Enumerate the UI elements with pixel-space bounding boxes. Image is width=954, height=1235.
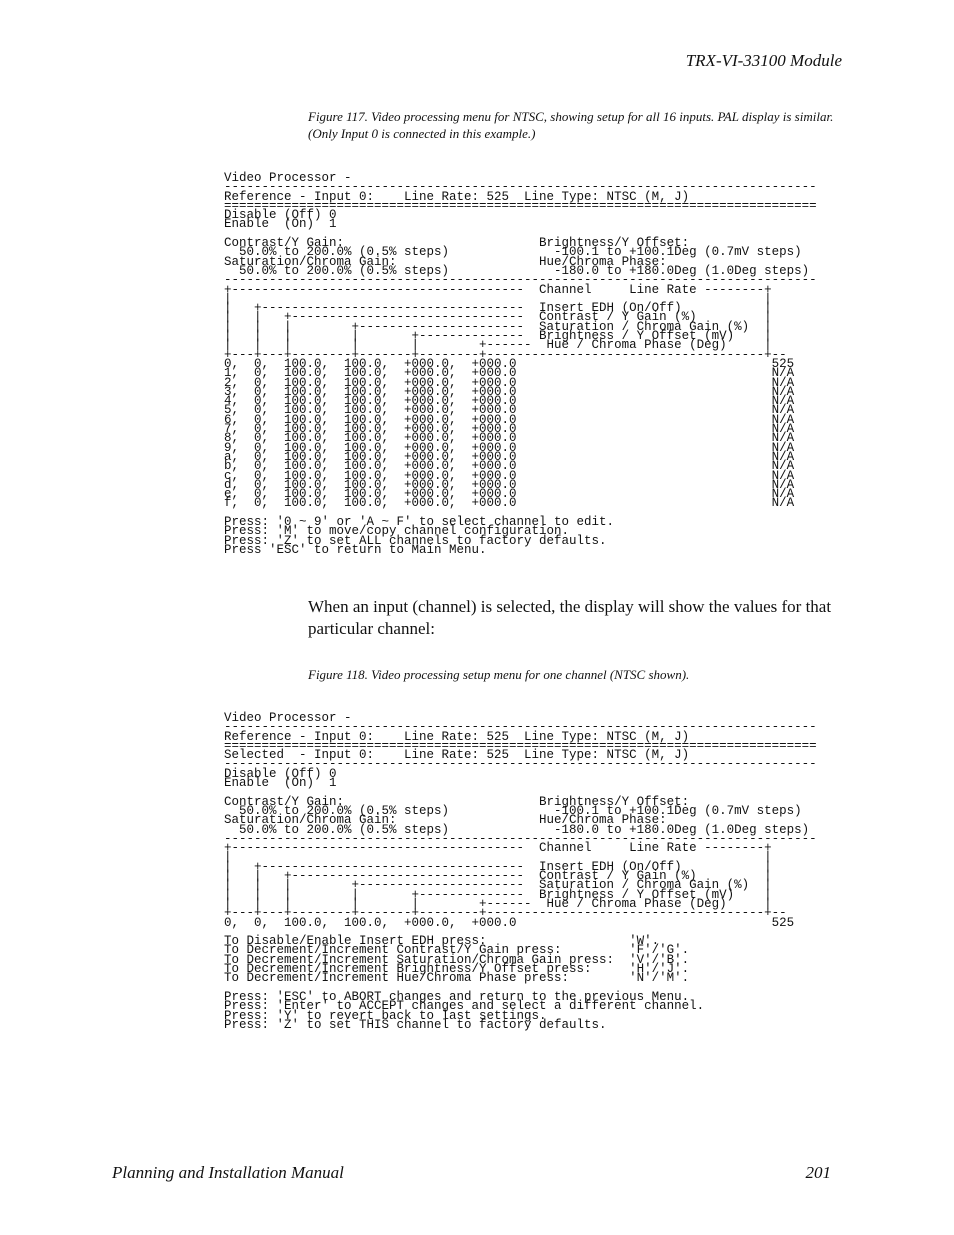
- body-paragraph: When an input (channel) is selected, the display will show the values for that particular channel:: [308, 597, 832, 638]
- figure-118-caption: Figure 118. Video processing setup menu for one channel (NTSC shown).: [308, 667, 690, 682]
- footer-manual-title: Planning and Installation Manual: [112, 1163, 344, 1182]
- footer-page-number: 201: [805, 1163, 831, 1182]
- video-processor-menu-all-channels: Video Processor - ------------------------------------------------------------------------------- Reference - Input 0: Line Rate: 525 Line Type: NTSC (M, J) =============================================================================== Disable (Off) 0 Enable (On) 1 Contrast/Y Gain: Brightness/Y Offset: 50.0% to 200.0% (0.5% steps) -100.1 to +100.1Deg (0.7mV steps) Saturation/Chroma Gain: Hue/Chroma Phase: 50.0% to 200.0% (0.5% steps) -180.0 to +180.0Deg (1.0Deg steps) ------------------------------------------------------------------------------- +--------------------------------------- Channel Line Rate --------+ | | | +----------------------------------- Insert EDH (On/Off) | | | +------------------------------- Contrast / Y Gain (%) | | | | +---------------------- Saturation / Chroma Gain (%) | | | | | +-------------- Brightness / Y Offset (mV) | | | | | | +------ Hue / Chroma Phase (Deg) | +---+---+--------+-------+--------+-------------------------------------+-- 0, 0, 100.0, 100.0, +000.0, +000.0 525 1, 0, 100.0, 100.0, +000.0, +000.0 N/A 2, 0, 100.0, 100.0, +000.0, +000.0 N/A 3, 0, 100.0, 100.0, +000.0, +000.0 N/A 4, 0, 100.0, 100.0, +000.0, +000.0 N/A 5, 0, 100.0, 100.0, +000.0, +000.0 N/A 6, 0, 100.0, 100.0, +000.0, +000.0 N/A 7, 0, 100.0, 100.0, +000.0, +000.0 N/A 8, 0, 100.0, 100.0, +000.0, +000.0 N/A 9, 0, 100.0, 100.0, +000.0, +000.0 N/A a, 0, 100.0, 100.0, +000.0, +000.0 N/A b, 0, 100.0, 100.0, +000.0, +000.0 N/A c, 0, 100.0, 100.0, +000.0, +000.0 N/A d, 0, 100.0, 100.0, +000.0, +000.0 N/A e, 0, 100.0, 100.0, +000.0, +000.0 N/A f, 0, 100.0, 100.0, +000.0, +000.0 N/A Press: '0 ~ 9' or 'A ~ F' to select channel to edit. Press: 'M' to move/copy channel configuration. Press: 'Z' to set ALL channels to factory defaults. Press 'ESC' to return to Main Menu.: [224, 171, 817, 557]
- video-processor-menu-single-channel: Video Processor - ------------------------------------------------------------------------------- Reference - Input 0: Line Rate: 525 Line Type: NTSC (M, J) =============================================================================== Selected - Input 0: Line Rate: 525 Line Type: NTSC (M, J) ------------------------------------------------------------------------------- Disable (Off) 0 Enable (On) 1 Contrast/Y Gain: Brightness/Y Offset: 50.0% to 200.0% (0.5% steps) -100.1 to +100.1Deg (0.7mV steps) Saturation/Chroma Gain: Hue/Chroma Phase: 50.0% to 200.0% (0.5% steps) -180.0 to +180.0Deg (1.0Deg steps) ------------------------------------------------------------------------------- +--------------------------------------- Channel Line Rate --------+ | | | +----------------------------------- Insert EDH (On/Off) | | | +------------------------------- Contrast / Y Gain (%) | | | | +---------------------- Saturation / Chroma Gain (%) | | | | | +-------------- Brightness / Y Offset (mV) | | | | | | +------ Hue / Chroma Phase (Deg) | +---+---+--------+-------+--------+-------------------------------------+-- 0, 0, 100.0, 100.0, +000.0, +000.0 525 To Disable/Enable Insert EDH press: 'W'. To Decrement/Increment Contrast/Y Gain press: 'F'/'G'. To Decrement/Increment Saturation/Chroma Gain press: 'V'/'B'. To Decrement/Increment Brightness/Y Offset press: 'H'/'J'. To Decrement/Increment Hue/Chroma Phase press: 'N'/'M'. Press: 'ESC' to ABORT changes and return to the previous Menu. Press: 'Enter' to ACCEPT changes and select a different channel. Press: 'Y' to revert back to last settings. Press: 'Z' to set THIS channel to factory defaults.: [224, 711, 817, 1032]
- running-header: TRX-VI-33100 Module: [685, 51, 842, 70]
- figure-117-caption: Figure 117. Video processing menu for NTSC, showing setup for all 16 inputs. PAL display is similar. (Only Input 0 is connected in this example.): [308, 109, 834, 141]
